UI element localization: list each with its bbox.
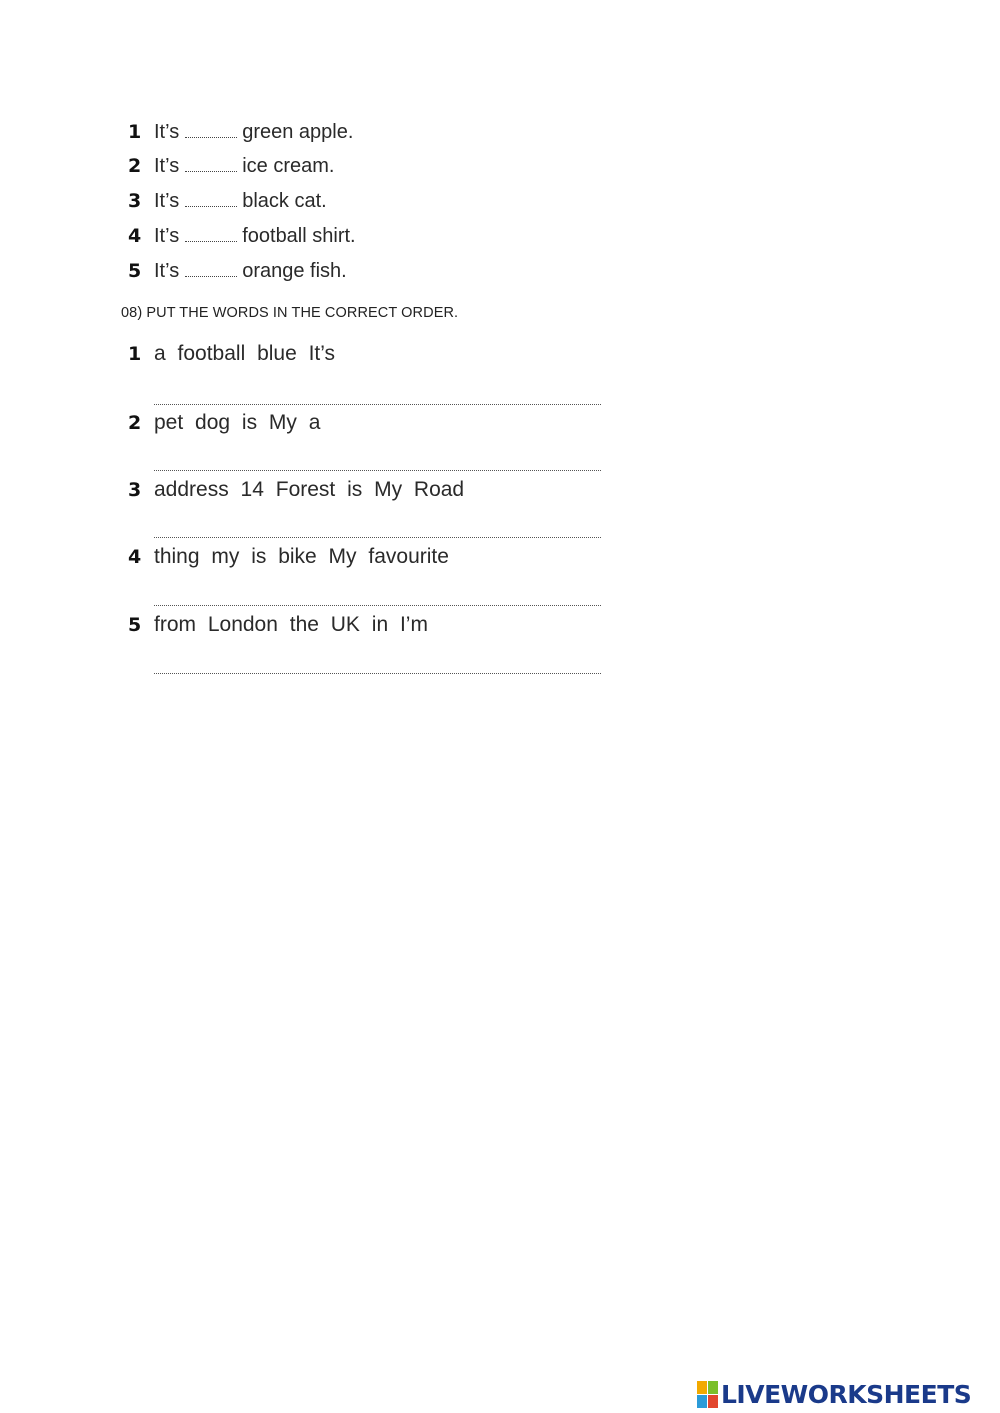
item-text: football shirt.	[242, 225, 356, 247]
order-item-3	[128, 478, 608, 502]
logo-square	[697, 1381, 707, 1394]
answer-blank[interactable]	[185, 227, 237, 242]
logo-mark-icon	[697, 1381, 718, 1408]
order-item-2	[128, 411, 608, 435]
order-item-5	[128, 613, 608, 637]
scrambled-words: address 14 Forest is My Road	[154, 478, 465, 501]
logo-text: LIVEWORKSHEETS	[721, 1379, 972, 1409]
item-number: 3	[128, 190, 142, 212]
fill-item-4	[128, 225, 356, 255]
fill-item-1	[128, 121, 353, 151]
answer-line[interactable]	[154, 470, 601, 471]
order-item-1	[128, 342, 608, 366]
item-number: 4	[128, 546, 142, 568]
answer-blank[interactable]	[185, 123, 237, 138]
item-prefix: It’s	[154, 260, 180, 282]
item-text: ice cream.	[242, 155, 335, 177]
item-prefix: It’s	[154, 121, 180, 143]
answer-line[interactable]	[154, 404, 601, 405]
item-number: 5	[128, 260, 142, 282]
item-number: 1	[128, 121, 142, 143]
scrambled-words: thing my is bike My favourite	[154, 545, 449, 568]
item-text: orange fish.	[242, 260, 347, 282]
answer-blank[interactable]	[185, 262, 237, 277]
exercise-heading: 08) PUT THE WORDS IN THE CORRECT ORDER.	[121, 305, 459, 321]
fill-item-2	[128, 155, 334, 185]
item-prefix: It’s	[154, 190, 180, 212]
answer-blank[interactable]	[185, 157, 237, 172]
logo-square	[697, 1395, 707, 1408]
answer-line[interactable]	[154, 605, 601, 606]
scrambled-words: a football blue It’s	[154, 342, 336, 365]
item-number: 4	[128, 225, 142, 247]
liveworksheets-logo	[697, 1380, 971, 1408]
logo-square	[708, 1395, 718, 1408]
fill-item-5	[128, 260, 347, 290]
item-text: green apple.	[242, 121, 354, 143]
item-number: 1	[128, 343, 142, 365]
item-prefix: It’s	[154, 225, 180, 247]
item-prefix: It’s	[154, 155, 180, 177]
item-number: 2	[128, 412, 142, 434]
order-item-4	[128, 545, 608, 569]
answer-line[interactable]	[154, 537, 601, 538]
item-number: 3	[128, 479, 142, 501]
logo-square	[708, 1381, 718, 1394]
fill-item-3	[128, 190, 327, 220]
answer-line[interactable]	[154, 673, 601, 674]
item-text: black cat.	[242, 190, 327, 212]
scrambled-words: from London the UK in I’m	[154, 613, 428, 636]
item-number: 5	[128, 614, 142, 636]
scrambled-words: pet dog is My a	[154, 411, 321, 434]
answer-blank[interactable]	[185, 192, 237, 207]
item-number: 2	[128, 155, 142, 177]
